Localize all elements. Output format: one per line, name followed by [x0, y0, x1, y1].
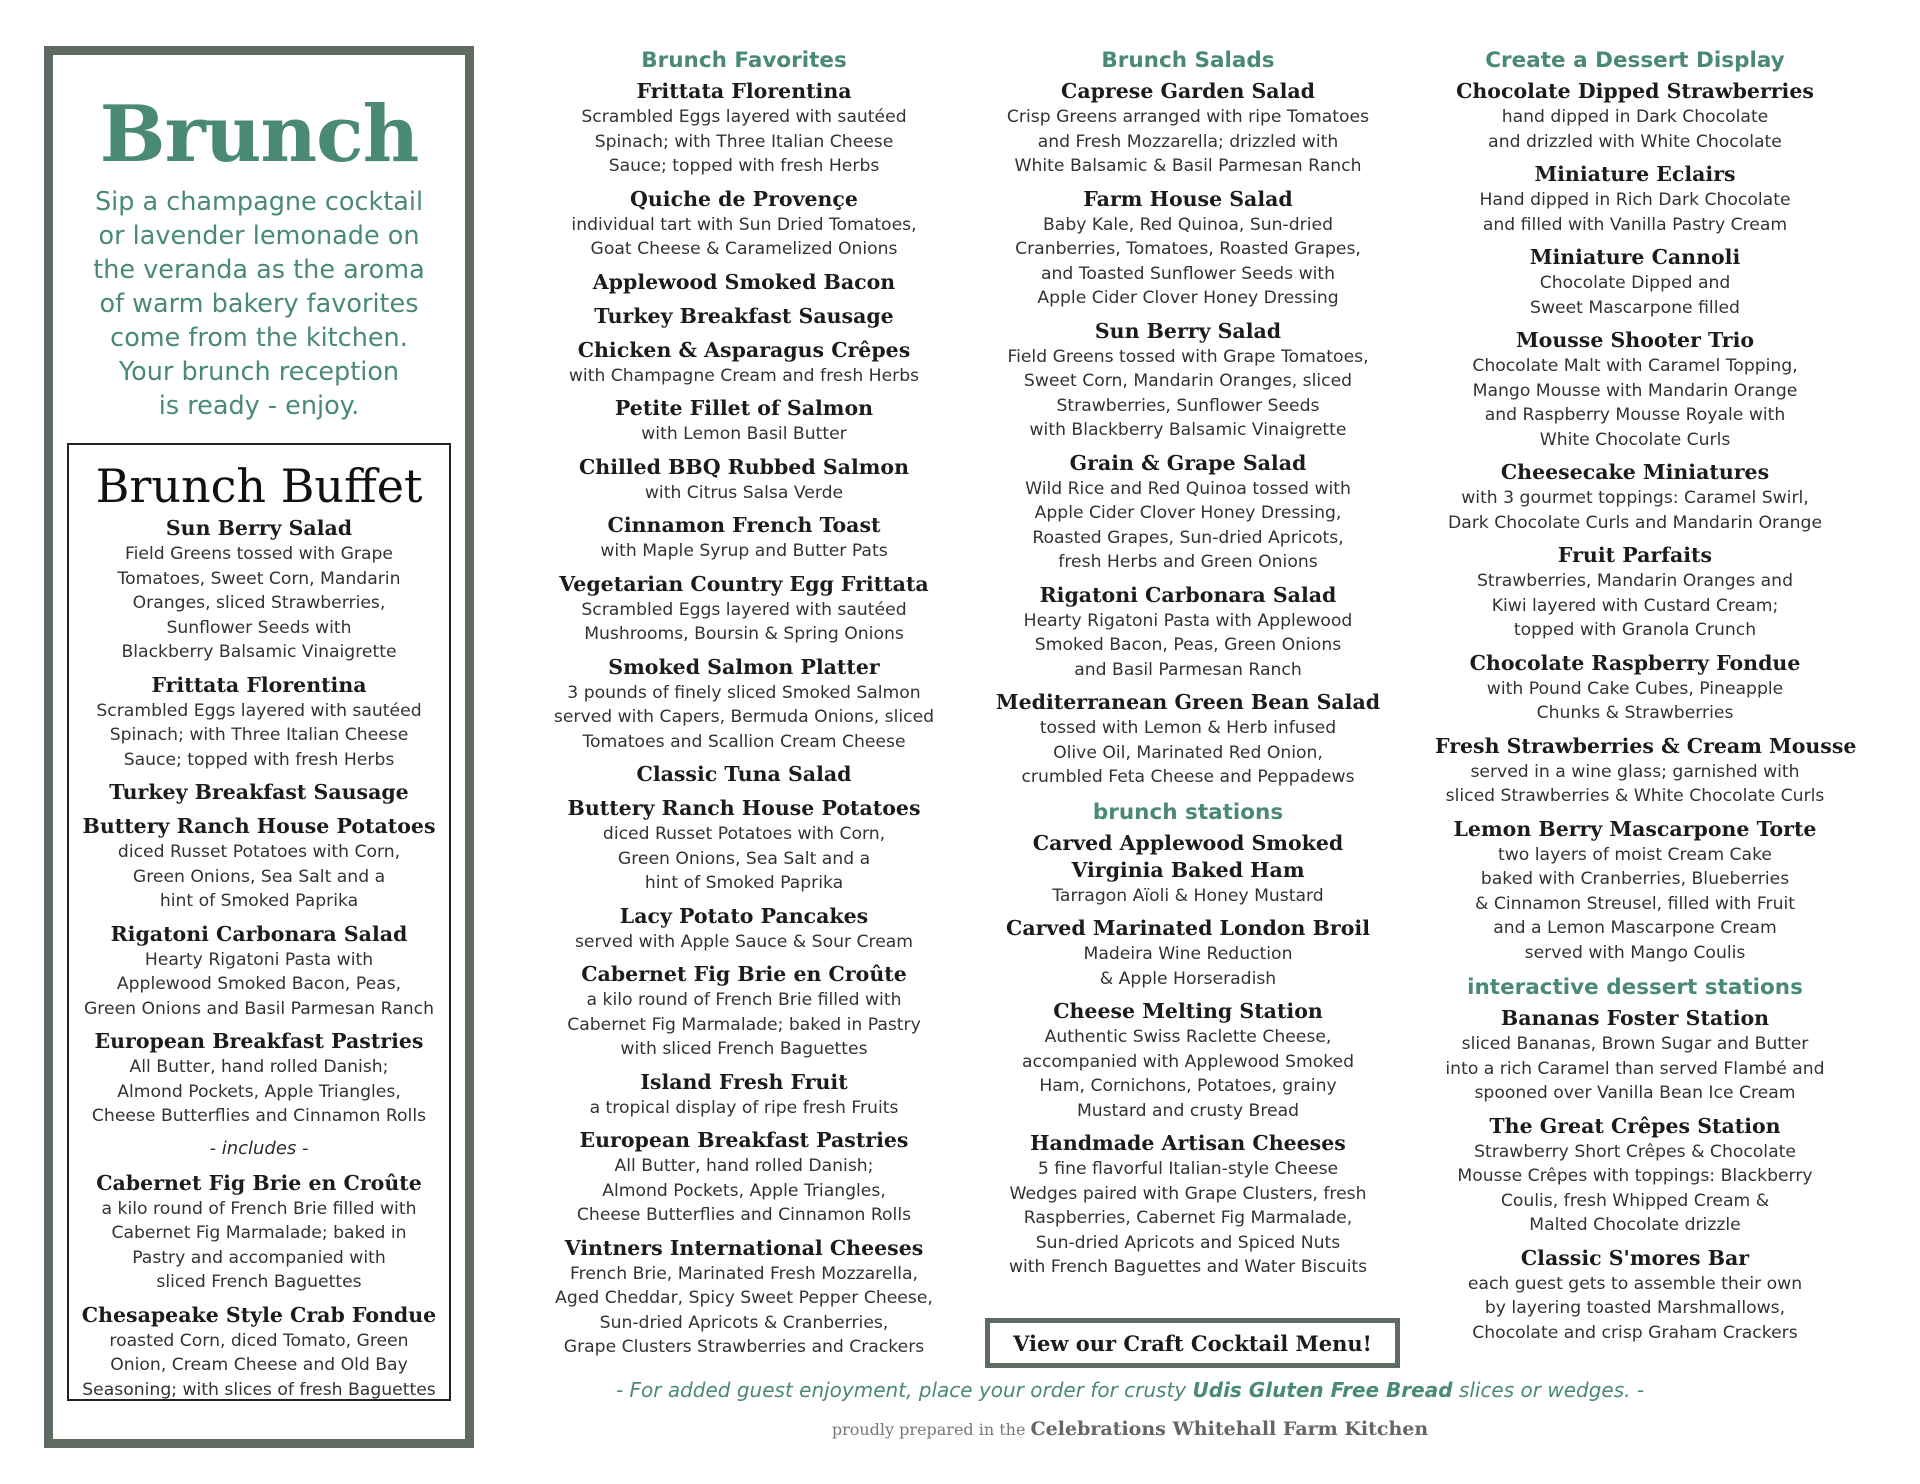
menu-item-name: Fruit Parfaits [1557, 543, 1713, 567]
description-line: Hearty Rigatoni Pasta with [144, 949, 374, 970]
menu-item-name: Cheese Melting Station [1053, 999, 1323, 1023]
menu-item [1435, 816, 1835, 966]
menu-item-name: Chicken & Asparagus Crêpes [577, 337, 911, 362]
intro-line: the veranda as the aroma [93, 255, 425, 285]
credit-prefix: proudly prepared in the [831, 1420, 1031, 1439]
description-line: Chocolate Malt with Caramel Topping, [1472, 356, 1798, 376]
description-line: each guest gets to assemble their own [1467, 1273, 1803, 1294]
menu-item [544, 395, 944, 447]
description-line: Chocolate and crisp Graham Crackers [1472, 1322, 1798, 1343]
menu-item [544, 654, 944, 755]
description-line: & Cinnamon Streusel, filled with Fruit [1475, 893, 1795, 914]
menu-item-name: Applewood Smoked Bacon [592, 269, 896, 294]
description-line: and Toasted Sunflower Seeds with [1040, 263, 1336, 284]
description-line: crumbled Feta Cheese and Peppadews [1021, 767, 1355, 787]
menu-item-description [1435, 1032, 1835, 1106]
description-line: Mango Mousse with Mandarin Orange [1472, 380, 1798, 401]
description-line: Onion, Cream Cheese and Old Bay [110, 1355, 408, 1375]
menu-item-description [544, 1096, 944, 1121]
menu-item-name: Cinnamon French Toast [607, 513, 881, 537]
description-line: Malted Chocolate drizzle [1529, 1215, 1741, 1235]
menu-item-description [75, 1197, 443, 1295]
description-line: and drizzled with White Chocolate [1488, 131, 1782, 152]
menu-item-description [988, 884, 1388, 909]
intro-line: or lavender lemonade on [98, 221, 420, 251]
menu-item [1435, 244, 1835, 320]
menu-item [988, 318, 1388, 443]
description-line: White Chocolate Curls [1539, 429, 1731, 450]
description-line: Mustard and crusty Bread [1076, 1100, 1300, 1121]
menu-item-name: Buttery Ranch House Potatoes [82, 814, 436, 838]
menu-item [988, 582, 1388, 683]
description-line: with sliced French Baguettes [620, 1039, 868, 1059]
brunch-buffet-box [67, 443, 451, 1401]
menu-item [75, 672, 443, 773]
menu-item [988, 998, 1388, 1123]
menu-item [988, 830, 1388, 909]
menu-item [544, 337, 944, 389]
description-line: Spinach; with Three Italian Cheese [109, 725, 409, 745]
note-text: - For added guest enjoyment, place your order for crusty [615, 1378, 1193, 1402]
menu-item-description [1435, 1140, 1835, 1238]
description-line: and a Lemon Mascarpone Cream [1493, 918, 1777, 938]
menu-item-description [988, 1157, 1388, 1280]
menu-item [1435, 1113, 1835, 1238]
menu-item-description [988, 345, 1388, 443]
description-line: Cheese Butterflies and Cinnamon Rolls [91, 1106, 427, 1126]
description-line: a kilo round of French Brie filled with [586, 990, 902, 1010]
menu-item-description [544, 364, 944, 389]
description-line: Spinach; with Three Italian Cheese [594, 131, 894, 152]
menu-item-name: Caprese Garden Salad [1061, 79, 1315, 103]
description-line: served in a wine glass; garnished with [1470, 761, 1800, 782]
menu-item-name: Rigatoni Carbonara Salad [110, 921, 408, 946]
description-line: Wild Rice and Red Quinoa tossed with [1025, 478, 1351, 499]
description-line: Dark Chocolate Curls and Mandarin Orange [1447, 512, 1823, 533]
menu-item [75, 921, 443, 1022]
menu-item [544, 78, 944, 179]
description-line: topped with Granola Crunch [1513, 620, 1757, 640]
description-line: hand dipped in Dark Chocolate [1501, 107, 1769, 127]
description-line: Coulis, fresh Whipped Cream & [1500, 1190, 1770, 1211]
description-line: Raspberries, Cabernet Fig Marmalade, [1023, 1208, 1353, 1228]
menu-item-name: European Breakfast Pastries [579, 1128, 909, 1152]
description-line: Seasoning; with slices of fresh Baguettes [82, 1379, 436, 1400]
description-line: Baby Kale, Red Quinoa, Sun-dried [1043, 214, 1333, 235]
description-line: Hearty Rigatoni Pasta with Applewood [1023, 610, 1353, 631]
brunch-stations-heading: brunch stations [1092, 799, 1284, 825]
description-line: Scrambled Eggs layered with sautéed [96, 700, 422, 721]
description-line: Cheese Butterflies and Cinnamon Rolls [576, 1205, 912, 1225]
gluten-free-note [560, 1378, 1700, 1402]
menu-item-description [75, 840, 443, 914]
description-line: Strawberries, Sunflower Seeds [1056, 395, 1320, 416]
menu-item [1435, 327, 1835, 452]
description-line: Green Onions and Basil Parmesan Ranch [83, 998, 434, 1019]
menu-item-description [544, 1262, 944, 1360]
menu-item-name: Miniature Eclairs [1534, 162, 1736, 186]
menu-item-name: Miniature Cannoli [1529, 245, 1741, 269]
menu-item-name: Frittata Florentina [636, 79, 852, 103]
menu-item-name: Turkey Breakfast Sausage [109, 780, 409, 804]
menu-item-description [1435, 354, 1835, 452]
brunch-favorites-column [544, 46, 944, 1367]
menu-item-description [75, 699, 443, 773]
description-line: baked with Cranberries, Blueberries [1480, 869, 1790, 889]
intro-text [73, 185, 445, 423]
brunch-salads-column [988, 46, 1388, 1287]
description-line: and filled with Vanilla Pastry Cream [1482, 214, 1788, 235]
description-line: served with Apple Sauce & Sour Cream [574, 931, 914, 952]
description-line: and Basil Parmesan Ranch [1074, 659, 1302, 680]
menu-item [988, 1130, 1388, 1280]
salads-heading: Brunch Salads [1101, 48, 1275, 73]
menu-item [75, 1170, 443, 1295]
description-line: Tarragon Aïoli & Honey Mustard [1052, 885, 1324, 906]
description-line: Cranberries, Tomatoes, Roasted Grapes, [1015, 239, 1361, 259]
description-line: and Raspberry Mousse Royale with [1484, 405, 1786, 425]
menu-item [544, 795, 944, 896]
menu-item-name: Cabernet Fig Brie en Croûte [581, 962, 907, 986]
menu-item [544, 1235, 944, 1360]
interactive-dessert-heading: interactive dessert stations [1467, 975, 1803, 1000]
description-line: Chunks & Strawberries [1536, 703, 1734, 723]
description-line: sliced Strawberries & White Chocolate Curls [1445, 786, 1825, 806]
description-line: Green Onions, Sea Salt and a [132, 866, 386, 887]
menu-item-name: Bananas Foster Station [1500, 1006, 1770, 1030]
description-line: Authentic Swiss Raclette Cheese, [1044, 1027, 1332, 1047]
description-line: by layering toasted Marshmallows, [1484, 1298, 1786, 1318]
menu-item-description [988, 1025, 1388, 1123]
description-line: Ham, Cornichons, Potatoes, grainy [1039, 1076, 1337, 1096]
dessert-list [1435, 78, 1857, 965]
description-line: with Blackberry Balsamic Vinaigrette [1029, 420, 1347, 440]
menu-item-description [544, 213, 944, 262]
menu-item-description [988, 942, 1388, 991]
description-line: Tomatoes, Sweet Corn, Mandarin [117, 568, 401, 589]
menu-item-name: Cheesecake Miniatures [1500, 460, 1770, 484]
description-line: into a rich Caramel than served Flambé and [1445, 1058, 1825, 1079]
menu-item-name: Vegetarian Country Egg Frittata [559, 571, 929, 596]
menu-item-name: Carved Applewood Smoked [1032, 830, 1344, 855]
menu-item [75, 813, 443, 914]
menu-item [544, 903, 944, 955]
menu-item [544, 761, 944, 788]
menu-item-name: Handmade Artisan Cheeses [1030, 1131, 1346, 1155]
description-line: Grape Clusters Strawberries and Crackers [563, 1337, 925, 1357]
description-line: hint of Smoked Paprika [644, 873, 844, 893]
description-line: Pastry and accompanied with [132, 1247, 386, 1268]
menu-item-name: Chocolate Dipped Strawberries [1456, 79, 1814, 103]
menu-item-name: Carved Marinated London Broil [1006, 916, 1370, 940]
favorites-list [544, 78, 944, 1360]
menu-item-description [75, 1055, 443, 1129]
menu-item-name: Chocolate Raspberry Fondue [1469, 650, 1801, 675]
note-text-end: slices or wedges. - [1452, 1378, 1645, 1402]
menu-item-name: The Great Crêpes Station [1489, 1113, 1781, 1138]
menu-item-description [544, 481, 944, 506]
menu-item-description [1435, 843, 1835, 966]
menu-item [988, 186, 1388, 311]
craft-cocktail-menu-button[interactable]: View our Craft Cocktail Menu! [985, 1318, 1400, 1368]
menu-item [1435, 733, 1857, 809]
description-line: Green Onions, Sea Salt and a [617, 848, 871, 869]
menu-item-name: Lacy Potato Pancakes [619, 903, 869, 928]
menu-item-description [544, 681, 944, 755]
description-line: accompanied with Applewood Smoked [1021, 1051, 1355, 1072]
description-line: tossed with Lemon & Herb infused [1039, 718, 1337, 738]
description-line: Tomatoes and Scallion Cream Cheese [582, 731, 906, 752]
description-line: Scrambled Eggs layered with sautéed [581, 599, 907, 620]
description-line: Field Greens tossed with Grape Tomatoes, [1007, 346, 1369, 367]
intro-line: come from the kitchen. [110, 323, 408, 353]
description-line: with Pound Cake Cubes, Pineapple [1486, 678, 1784, 699]
description-line: Sweet Corn, Mandarin Oranges, sliced [1023, 371, 1353, 391]
intro-line: Your brunch reception [118, 357, 400, 387]
description-line: diced Russet Potatoes with Corn, [117, 842, 401, 862]
description-line: Scrambled Eggs layered with sautéed [581, 107, 907, 127]
description-line: Olive Oil, Marinated Red Onion, [1053, 742, 1323, 763]
menu-item-description [1435, 486, 1835, 535]
menu-item [988, 78, 1388, 179]
menu-item [988, 689, 1388, 790]
menu-item [544, 186, 944, 262]
description-line: Crisp Greens arranged with ripe Tomatoes [1006, 107, 1370, 127]
description-line: fresh Herbs and Green Onions [1058, 552, 1318, 572]
menu-item-description [544, 598, 944, 647]
menu-item-description [1435, 188, 1835, 237]
menu-item-name: Mousse Shooter Trio [1515, 328, 1755, 352]
menu-item [75, 1302, 443, 1403]
description-line: 3 pounds of finely sliced Smoked Salmon [567, 682, 921, 703]
menu-item-name: Classic S'mores Bar [1520, 1245, 1750, 1270]
dessert-stations-list [1435, 1005, 1835, 1345]
menu-item-description [1435, 569, 1835, 643]
menu-item [1435, 650, 1835, 726]
menu-item-description [988, 716, 1388, 790]
menu-item-name: Frittata Florentina [151, 672, 367, 697]
description-line: Aged Cheddar, Spicy Sweet Pepper Cheese, [555, 1288, 933, 1308]
buffet-included-items [75, 1170, 443, 1403]
menu-item [544, 454, 944, 506]
menu-item-name: Rigatoni Carbonara Salad [1039, 582, 1337, 607]
menu-item-description [544, 539, 944, 564]
menu-item [544, 1127, 944, 1228]
favorites-heading: Brunch Favorites [641, 48, 847, 73]
description-line: Roasted Grapes, Sun-dried Apricots, [1032, 527, 1344, 548]
menu-item-description [988, 105, 1388, 179]
description-line: Apple Cider Clover Honey Dressing [1037, 288, 1339, 308]
menu-item-name: Chilled BBQ Rubbed Salmon [578, 454, 909, 479]
menu-item-name: Lemon Berry Mascarpone Torte [1453, 816, 1817, 841]
intro-line: is ready - enjoy. [158, 391, 360, 421]
menu-item [544, 512, 944, 564]
menu-item [988, 915, 1388, 991]
menu-item-description [75, 1329, 443, 1403]
description-line: spooned over Vanilla Bean Ice Cream [1474, 1083, 1796, 1103]
description-line: individual tart with Sun Dried Tomatoes, [571, 214, 917, 235]
description-line: Almond Pockets, Apple Triangles, [602, 1180, 886, 1201]
description-line: Goat Cheese & Caramelized Onions [590, 239, 898, 259]
gluten-free-bread-highlight: Udis Gluten Free Bread [1192, 1378, 1453, 1402]
menu-item-name-cont: Virginia Baked Ham [1071, 857, 1305, 882]
description-line: Madeira Wine Reduction [1083, 944, 1293, 964]
menu-item-name: Fresh Strawberries & Cream Mousse [1435, 733, 1857, 758]
description-line: a tropical display of ripe fresh Fruits [589, 1097, 899, 1118]
kitchen-name: Celebrations Whitehall Farm Kitchen [1030, 1418, 1429, 1440]
dessert-display-heading: Create a Dessert Display [1485, 48, 1785, 73]
description-line: Cabernet Fig Marmalade; baked in Pastry [567, 1014, 921, 1035]
intro-line: Sip a champagne cocktail [94, 187, 424, 217]
description-line: Sweet Mascarpone filled [1530, 297, 1740, 318]
description-line: Sun-dried Apricots and Spiced Nuts [1035, 1232, 1341, 1253]
menu-item-description [544, 422, 944, 447]
buffet-title: Brunch Buffet [95, 459, 423, 513]
description-line: Sauce; topped with fresh Herbs [123, 749, 395, 770]
description-line: Sun-dried Apricots & Cranberries, [599, 1312, 889, 1333]
menu-item-name: Grain & Grape Salad [1069, 450, 1307, 475]
description-line: Cabernet Fig Marmalade; baked in [111, 1223, 407, 1243]
description-line: Kiwi layered with Custard Cream; [1491, 595, 1779, 616]
menu-item [1435, 1245, 1835, 1346]
menu-item [75, 779, 443, 806]
desserts-column [1435, 46, 1857, 1352]
description-line: with Maple Syrup and Butter Pats [600, 541, 888, 561]
menu-item-description [75, 542, 443, 665]
menu-item-description [988, 477, 1388, 575]
menu-item-name: Island Fresh Fruit [640, 1069, 848, 1094]
description-line: Applewood Smoked Bacon, Peas, [116, 974, 402, 994]
menu-item-name: Smoked Salmon Platter [608, 654, 880, 679]
buffet-items [75, 515, 443, 1129]
description-line: Sunflower Seeds with [166, 617, 352, 638]
menu-item [988, 450, 1388, 575]
menu-item [544, 303, 944, 330]
menu-item-description [544, 105, 944, 179]
description-line: All Butter, hand rolled Danish; [129, 1057, 389, 1077]
brunch-intro-panel [44, 46, 474, 1448]
menu-item-description [544, 988, 944, 1062]
menu-item [1435, 1005, 1835, 1106]
kitchen-credit [760, 1418, 1500, 1440]
menu-item-description [544, 1154, 944, 1228]
menu-item [544, 269, 944, 296]
menu-item [544, 1069, 944, 1121]
description-line: served with Capers, Bermuda Onions, sliced [553, 707, 935, 727]
description-line: Mousse Crêpes with toppings: Blackberry [1457, 1166, 1813, 1186]
description-line: Sauce; topped with fresh Herbs [608, 156, 880, 176]
menu-item-description [544, 930, 944, 955]
description-line: Wedges paired with Grape Clusters, fresh [1009, 1183, 1367, 1204]
menu-item-description [75, 948, 443, 1022]
description-line: and Fresh Mozzarella; drizzled with [1037, 131, 1339, 152]
description-line: White Balsamic & Basil Parmesan Ranch [1014, 156, 1362, 176]
description-line: sliced French Baguettes [156, 1272, 362, 1292]
description-line: Field Greens tossed with Grape [124, 544, 394, 564]
description-line: sliced Bananas, Brown Sugar and Butter [1461, 1034, 1809, 1054]
menu-item [544, 961, 944, 1062]
menu-item-description [1435, 1272, 1835, 1346]
description-line: Apple Cider Clover Honey Dressing, [1034, 503, 1342, 523]
menu-item-name: Classic Tuna Salad [636, 762, 852, 786]
menu-item-name: Mediterranean Green Bean Salad [995, 690, 1381, 714]
intro-line: of warm bakery favorites [99, 289, 419, 319]
description-line: Hand dipped in Rich Dark Chocolate [1479, 190, 1791, 210]
description-line: Strawberry Short Crêpes & Chocolate [1474, 1141, 1796, 1162]
page-title: Brunch [99, 89, 419, 180]
menu-item [75, 515, 443, 665]
menu-item-name: Farm House Salad [1083, 186, 1293, 211]
menu-item-name: Vintners International Cheeses [564, 1235, 924, 1260]
description-line: 5 fine flavorful Italian-style Cheese [1037, 1159, 1339, 1179]
menu-item-description [1435, 760, 1835, 809]
menu-item [544, 571, 944, 647]
menu-item-name: Sun Berry Salad [165, 516, 353, 540]
description-line: Strawberries, Mandarin Oranges and [1476, 571, 1793, 591]
description-line: with French Baguettes and Water Biscuits [1008, 1257, 1368, 1277]
menu-item-name: Cabernet Fig Brie en Croûte [96, 1170, 422, 1195]
menu-item-description [544, 822, 944, 896]
menu-item [1435, 542, 1835, 643]
description-line: Blackberry Balsamic Vinaigrette [121, 642, 397, 662]
description-line: with Lemon Basil Butter [641, 424, 847, 444]
description-line: with 3 gourmet toppings: Caramel Swirl, [1461, 488, 1809, 508]
menu-item-description [1435, 271, 1835, 320]
menu-item [75, 1028, 443, 1129]
description-line: with Citrus Salsa Verde [644, 482, 844, 503]
description-line: diced Russet Potatoes with Corn, [602, 824, 886, 844]
includes-label: - includes - [209, 1137, 309, 1159]
menu-item-name: Chesapeake Style Crab Fondue [81, 1302, 437, 1327]
description-line: a kilo round of French Brie filled with [101, 1198, 417, 1219]
description-line: Chocolate Dipped and [1539, 273, 1731, 293]
description-line: Oranges, sliced Strawberries, [132, 593, 386, 613]
salads-list [988, 78, 1388, 790]
description-line: Almond Pockets, Apple Triangles, [117, 1081, 401, 1102]
description-line: two layers of moist Cream Cake [1498, 844, 1772, 865]
description-line: roasted Corn, diced Tomato, Green [109, 1330, 409, 1351]
menu-item-name: Quiche de Provençe [630, 186, 858, 211]
menu-item [1435, 161, 1835, 237]
menu-item [1435, 459, 1835, 535]
description-line: French Brie, Marinated Fresh Mozzarella, [570, 1263, 918, 1284]
description-line: Smoked Bacon, Peas, Green Onions [1034, 635, 1342, 655]
menu-item-name: European Breakfast Pastries [94, 1029, 424, 1053]
brunch-stations-list [988, 830, 1388, 1280]
menu-item-name: Petite Fillet of Salmon [614, 396, 874, 420]
menu-item-description [988, 213, 1388, 311]
description-line: hint of Smoked Paprika [159, 891, 359, 911]
menu-item-description [988, 609, 1388, 683]
menu-item-name: Sun Berry Salad [1094, 318, 1282, 343]
description-line: & Apple Horseradish [1099, 968, 1277, 989]
menu-item-name: Buttery Ranch House Potatoes [567, 796, 921, 820]
menu-item-name: Turkey Breakfast Sausage [594, 303, 894, 328]
menu-item [1435, 78, 1835, 154]
menu-item-description [1435, 105, 1835, 154]
description-line: Mushrooms, Boursin & Spring Onions [584, 624, 904, 644]
menu-item-description [1435, 677, 1835, 726]
description-line: with Champagne Cream and fresh Herbs [568, 365, 920, 386]
description-line: All Butter, hand rolled Danish; [614, 1156, 874, 1176]
description-line: served with Mango Coulis [1524, 942, 1746, 963]
